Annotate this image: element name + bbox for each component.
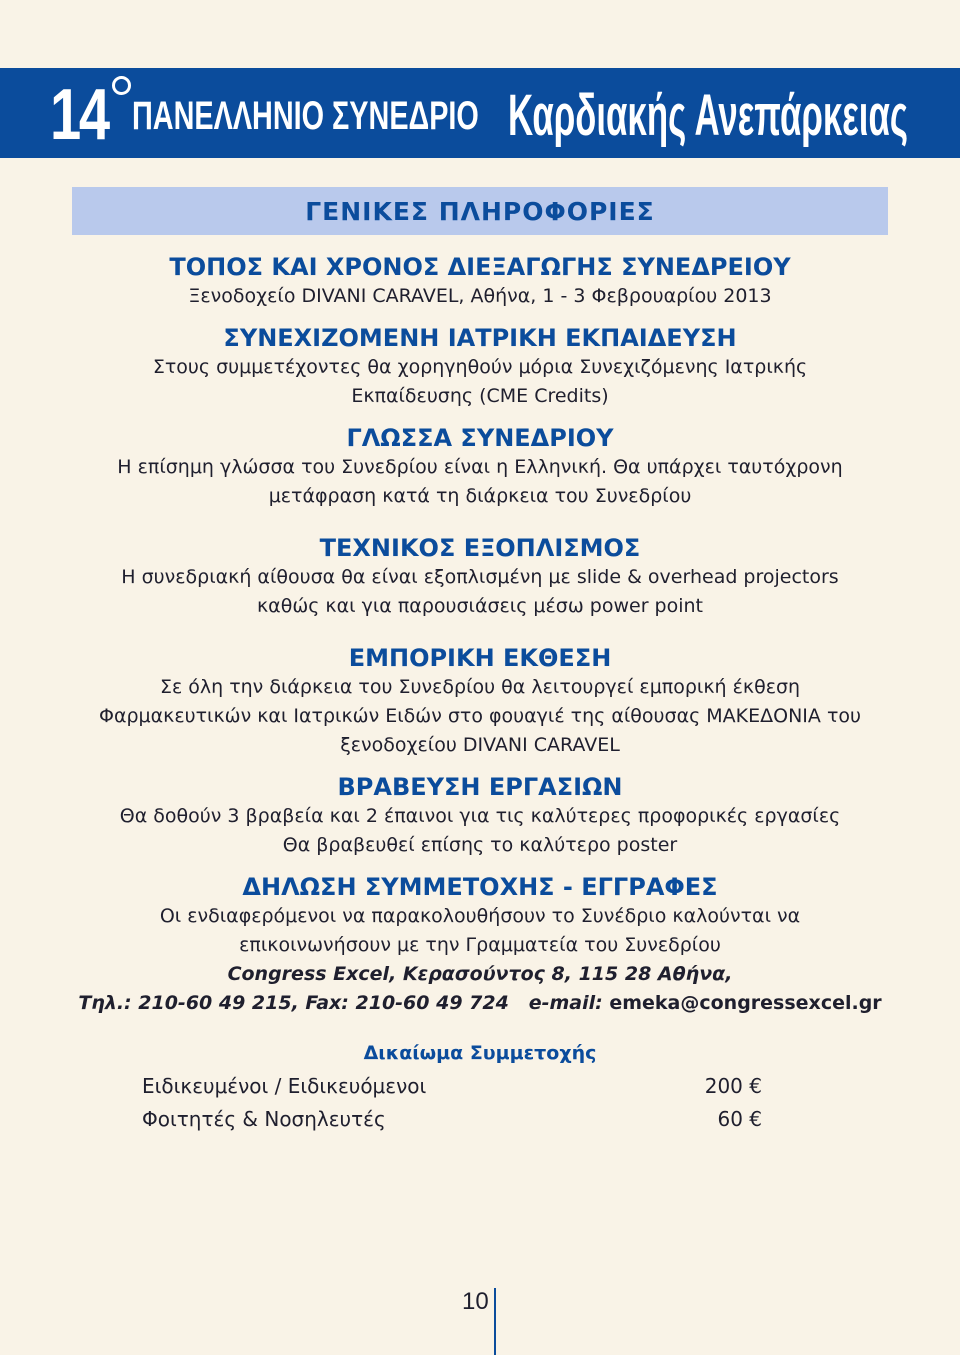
exhibition-text-3: ξενοδοχείου DIVANI CARAVEL bbox=[340, 734, 620, 756]
exhibition-text-2: Φαρμακευτικών και Ιατρικών Ειδών στο φουαγιέ της αίθουσας ΜΑΚΕΔΟΝΙΑ του bbox=[98, 705, 862, 727]
fee-row bbox=[142, 1074, 762, 1104]
equipment-text-2: καθώς και για παρουσιάσεις μέσω power point bbox=[256, 595, 704, 617]
general-info-heading: ΓΕΝΙΚΕΣ ΠΛΗΡΟΦΟΡΙΕΣ bbox=[72, 187, 888, 235]
awards-title: ΒΡΑΒΕΥΣΗ ΕΡΓΑΣΙΩΝ bbox=[337, 773, 623, 801]
equipment-text-1: Η συνεδριακή αίθουσα θα είναι εξοπλισμένη με slide & overhead projectors bbox=[121, 566, 839, 588]
registration-title: ΔΗΛΩΣΗ ΣΥΜΜΕΤΟΧΗΣ - ΕΓΓΡΑΦΕΣ bbox=[242, 873, 718, 901]
venue-title: ΤΟΠΟΣ ΚΑΙ ΧΡΟΝΟΣ ΔΙΕΞΑΓΩΓΗΣ ΣΥΝΕΔΡΕΙΟΥ bbox=[169, 253, 791, 281]
conference-subject: Καρδιακής Ανεπάρκειας bbox=[508, 83, 908, 148]
registration-phone: Τηλ.: 210-60 49 215, Fax: 210-60 49 724 bbox=[78, 992, 509, 1014]
registration-contact-line bbox=[60, 989, 900, 1018]
registration-text-1: Οι ενδιαφερόμενοι να παρακολουθήσουν το Συνέδριο καλούνται να bbox=[159, 905, 801, 927]
fee-label: Ειδικευμένοι / Ειδικευόμενοι bbox=[142, 1074, 427, 1098]
page-number: 10 bbox=[462, 1288, 489, 1315]
conference-title: ΠΑΝΕΛΛΗΝΙΟ ΣΥΝΕΔΡΙΟ bbox=[132, 94, 479, 138]
exhibition-title: ΕΜΠΟΡΙΚΗ ΕΚΘΕΣΗ bbox=[348, 644, 612, 672]
degree-circle-icon bbox=[112, 76, 131, 95]
page-divider-line bbox=[494, 1288, 496, 1355]
email-link[interactable]: emeka@congressexcel.gr bbox=[609, 992, 882, 1014]
fee-amount: 60 € bbox=[717, 1107, 762, 1131]
header-banner bbox=[0, 68, 960, 158]
awards-text-2: Θα βραβευθεί επίσης το καλύτερο poster bbox=[282, 834, 678, 856]
equipment-title: ΤΕΧΝΙΚΟΣ ΕΞΟΠΛΙΣΜΟΣ bbox=[319, 534, 641, 562]
fees-title: Δικαίωμα Συμμετοχής bbox=[363, 1042, 597, 1064]
language-text-2: μετάφραση κατά τη διάρκεια του Συνεδρίου bbox=[268, 485, 692, 507]
awards-text-1: Θα δοθούν 3 βραβεία και 2 έπαινοι για τις καλύτερες προφορικές εργασίες bbox=[119, 805, 841, 827]
email-label: e-mail: bbox=[528, 992, 603, 1014]
fee-amount: 200 € bbox=[704, 1074, 762, 1098]
info-content bbox=[60, 252, 900, 1018]
exhibition-text-1: Σε όλη την διάρκεια του Συνεδρίου θα λειτουργεί εμπορική έκθεση bbox=[159, 676, 801, 698]
language-text-1: Η επίσημη γλώσσα του Συνεδρίου είναι η Ελληνική. Θα υπάρχει ταυτόχρονη bbox=[117, 456, 843, 478]
venue-text: Ξενοδοχείο DIVANI CARAVEL, Αθήνα, 1 - 3 Φεβρουαρίου 2013 bbox=[188, 285, 772, 307]
registration-text-2: επικοινωνήσουν με την Γραμματεία του Συνεδρίου bbox=[239, 934, 721, 956]
edition-number: 14 bbox=[50, 75, 108, 155]
fee-label: Φοιτητές & Νοσηλευτές bbox=[142, 1107, 386, 1131]
language-title: ΓΛΩΣΣΑ ΣΥΝΕΔΡΙΟΥ bbox=[346, 424, 614, 452]
cme-text-1: Στους συμμετέχοντες θα χορηγηθούν μόρια Συνεχιζόμενης Ιατρικής bbox=[152, 356, 808, 378]
cme-text-2: Εκπαίδευσης (CME Credits) bbox=[351, 385, 609, 407]
fee-row bbox=[142, 1107, 762, 1137]
cme-title: ΣΥΝΕΧΙΖΟΜΕΝΗ ΙΑΤΡΙΚΗ ΕΚΠΑΙΔΕΥΣΗ bbox=[223, 324, 737, 352]
registration-address: Congress Excel, Κερασούντος 8, 115 28 Αθήνα, bbox=[227, 963, 733, 985]
